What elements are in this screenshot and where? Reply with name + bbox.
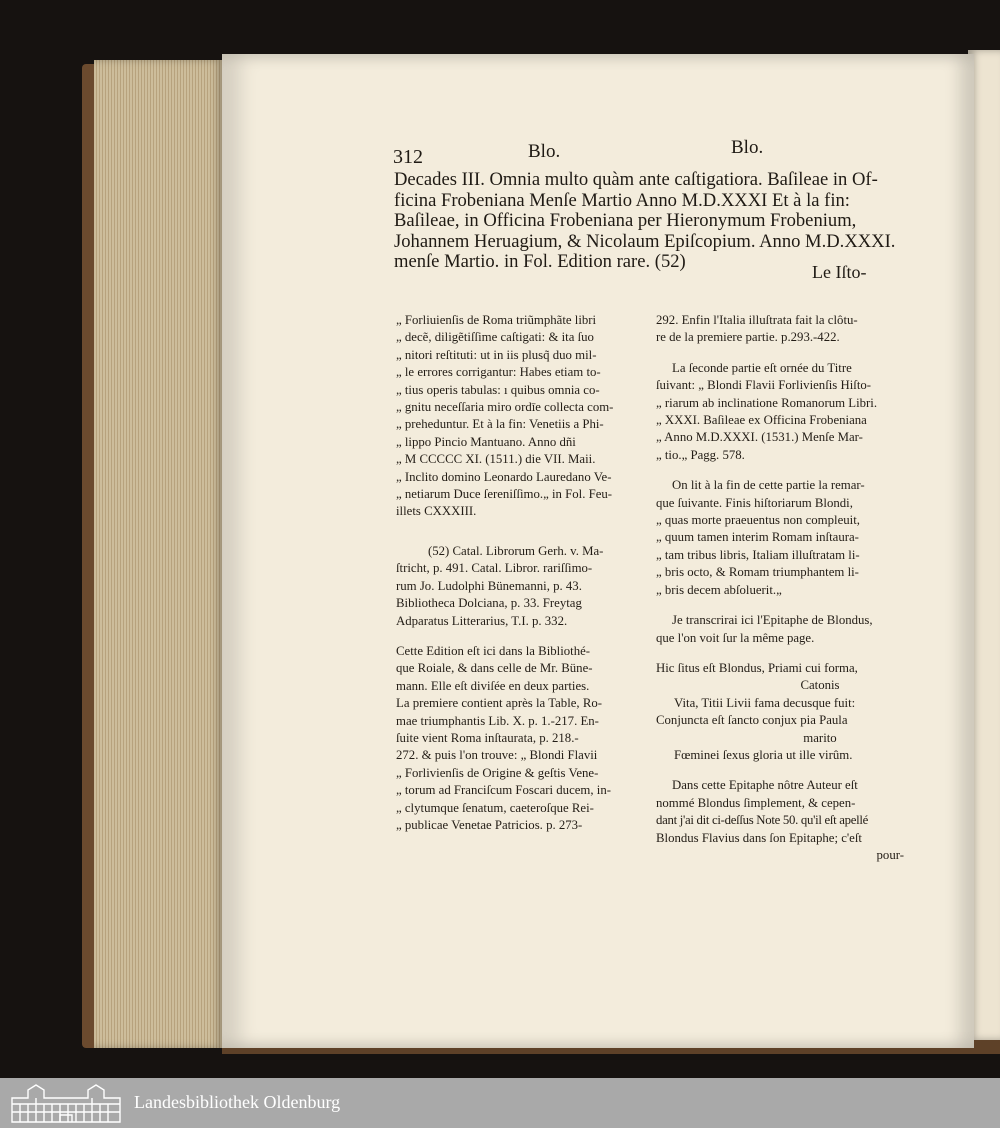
- poem-line: Fœminei ſexus gloria ut ille virûm.: [674, 747, 853, 762]
- lead-line: ficina Frobeniana Menſe Martio Anno M.D.XXXI Et à la fin:: [394, 189, 850, 211]
- continuation-paragraph: [656, 312, 904, 347]
- text-line: „ Inclito domino Leonardo Lauredano Ve-: [396, 469, 612, 484]
- lead-paragraph: [394, 170, 906, 273]
- text-line: „ Forlivienſis de Origine & geſtis Vene-: [396, 765, 599, 780]
- epitaph-intro: [656, 612, 904, 647]
- text-line: nommé Blondus ſimplement, & cepen-: [656, 795, 856, 810]
- text-line: „ M CCCCC XI. (1511.) die VII. Maii.: [396, 452, 596, 467]
- text-line: (52) Catal. Librorum Gerh. v. Ma-: [428, 543, 604, 558]
- text-line: „ clytumque ſenatum, caeteroſque Rei-: [396, 800, 594, 815]
- catchword: Le Iſto-: [812, 262, 867, 282]
- footer-bar: [0, 1078, 1000, 1128]
- footnote-52: [396, 543, 640, 630]
- lead-line: Decades III. Omnia multo quàm ante caſtigatiora. Baſileae in Of-: [394, 169, 878, 190]
- text-line: „ decẽ, diligẽtiſſime caſtigati: & ita ſuo: [396, 330, 594, 345]
- text-line: „ publicae Venetae Patricios. p. 273-: [396, 817, 583, 832]
- text-line: Blondus Flavius dans ſon Epitaphe; c'eſt: [656, 830, 862, 845]
- text-line: mann. Elle eſt diviſée en deux parties.: [396, 678, 590, 693]
- text-line: „ Anno M.D.XXXI. (1531.) Menſe Mar-: [656, 430, 863, 445]
- text-line: „ bris decem abſoluerit.„: [656, 582, 782, 597]
- text-line: On lit à la fin de cette partie la remar-: [672, 478, 865, 493]
- text-line: Je transcrirai ici l'Epitaphe de Blondus,: [672, 613, 873, 628]
- text-line: „ riarum ab inclinatione Romanorum Libri.: [656, 395, 878, 410]
- closing-paragraph: [656, 777, 904, 864]
- text-line: „ nitori reſtituti: ut in iis plusq̃ duo mil-: [396, 347, 597, 362]
- text-line: „ le errores corrigantur: Habes etiam to-: [396, 365, 601, 380]
- text-line: illets CXXXIII.: [396, 504, 477, 519]
- text-line: La ſeconde partie eſt ornée du Titre: [672, 360, 852, 375]
- text-line: ſtricht, p. 491. Catal. Libror. rariſſimo-: [396, 561, 593, 576]
- left-column: [396, 312, 640, 847]
- text-line: que l'on voit ſur la même page.: [656, 630, 815, 645]
- quotation-paragraph: [396, 312, 640, 521]
- text-line: 292. Enfin l'Italia illuſtrata fait la clôtu-: [656, 313, 858, 327]
- text-line: „ XXXI. Baſileae ex Officina Frobeniana: [656, 413, 867, 428]
- text-line: La premiere contient après la Table, Ro-: [396, 696, 603, 711]
- page-number: 312: [393, 146, 423, 168]
- library-name: Landesbibliothek Oldenburg: [134, 1092, 341, 1112]
- lead-line: Johannem Heruagium, & Nicolaum Epiſcopium. Anno M.D.XXXI.: [394, 230, 896, 252]
- text-line: „ lippo Pincio Mantuano. Anno dñi: [396, 434, 576, 449]
- edition-paragraph: [396, 643, 640, 834]
- page-edges: [94, 60, 224, 1048]
- text-line: 272. & puis l'on trouve: „ Blondi Flavii: [396, 748, 598, 763]
- lead-line: Baſileae, in Officina Frobeniana per Hieronymum Frobenium,: [394, 210, 857, 231]
- text-line: „ Forliuienſis de Roma triũmphãte libri: [396, 313, 597, 327]
- text-line: Bibliotheca Dolciana, p. 33. Freytag: [396, 596, 582, 611]
- text-line: Dans cette Epitaphe nôtre Auteur eſt: [672, 778, 858, 793]
- text-line: „ preheduntur. Et à la fin: Venetiis a Phi-: [396, 417, 604, 432]
- poem-line: marito: [803, 730, 837, 745]
- text-line: Adparatus Litterarius, T.I. p. 332.: [396, 613, 568, 628]
- text-line: „ tius operis tabulas: ı quibus omnia co-: [396, 382, 600, 397]
- headword-left: Blo.: [528, 141, 561, 162]
- text-line: re de la premiere partie. p.293.-422.: [656, 330, 840, 345]
- text-line: „ tam tribus libris, Italiam illuſtratam li-: [656, 547, 860, 562]
- text-line: „ bris octo, & Romam triumphantem li-: [656, 565, 859, 580]
- lead-line: menſe Martio. in Fol. Edition rare. (52): [394, 251, 686, 272]
- library-building-icon: [8, 1082, 124, 1124]
- text-line: mae triumphantis Lib. X. p. 1.-217. En-: [396, 713, 599, 728]
- text-line: que ſuivante. Finis hiſtoriarum Blondi,: [656, 495, 853, 510]
- text-line: que Roiale, & dans celle de Mr. Büne-: [396, 661, 593, 676]
- text-line: ſuivant: „ Blondi Flavii Forlivienſis Hiſto-: [656, 378, 872, 393]
- text-line: ſuite vient Roma inſtaurata, p. 218.-: [396, 730, 579, 745]
- text-line: „ tio.„ Pagg. 578.: [656, 447, 745, 462]
- poem-line: Hic ſitus eſt Blondus, Priami cui forma,: [656, 660, 858, 675]
- text-line: dant j'ai dit ci-deſſus Note 50. qu'il eſt apellé: [656, 813, 869, 828]
- text-line: „ quas morte praeuentus non compleuit,: [656, 513, 860, 528]
- poem-line: Conjuncta eſt ſancto conjux pia Paula: [656, 713, 848, 728]
- epitaph-poem: [656, 660, 904, 764]
- second-part-paragraph: [656, 360, 904, 464]
- headword-right: Blo.: [731, 137, 764, 158]
- text-line: „ gnitu neceſſaria miro ordīe collecta com-: [396, 400, 614, 415]
- text-line: pour-: [876, 847, 904, 862]
- remark-paragraph: [656, 477, 904, 599]
- poem-line: Vita, Titii Livii fama decusque fuit:: [674, 695, 856, 710]
- text-line: rum Jo. Ludolphi Bünemanni, p. 43.: [396, 578, 582, 593]
- text-line: Cette Edition eſt ici dans la Bibliothé-: [396, 643, 591, 658]
- text-line: „ torum ad Franciſcum Foscari ducem, in-: [396, 783, 611, 798]
- text-line: „ netiarum Duce ſereniſſimo.„ in Fol. Feu-: [396, 487, 613, 502]
- poem-line: Catonis: [800, 678, 840, 693]
- right-column: [656, 312, 904, 877]
- text-line: „ quum tamen interim Romam inſtaura-: [656, 530, 859, 545]
